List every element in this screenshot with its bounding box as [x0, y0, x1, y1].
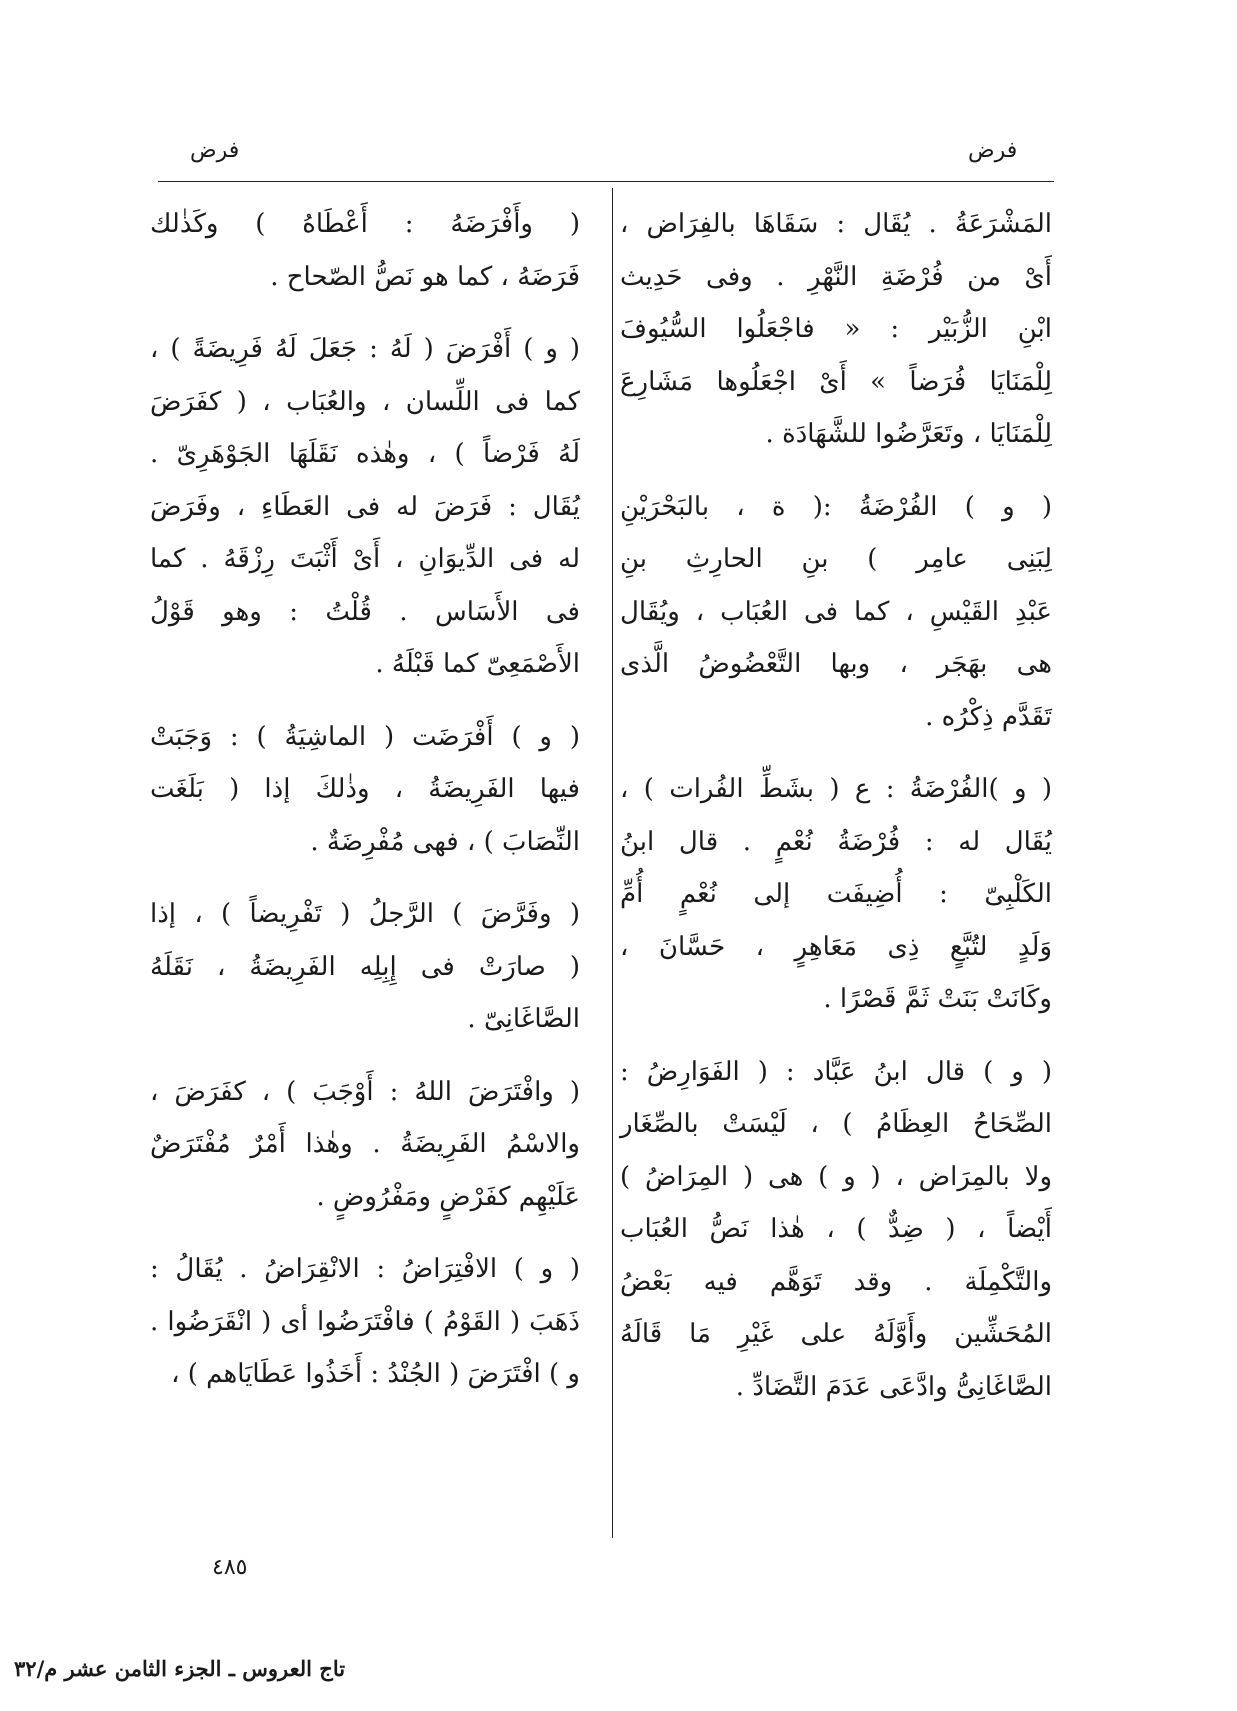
text-line: ( و )الفُرْضَةُ : ع ( بشَطِّ الفُرات ) ،: [620, 774, 1052, 804]
text-line: والتَّكْمِلَة . وقد تَوَهَّم فيه بَعْضُ: [620, 1266, 1052, 1297]
text-line: الصَّاغَانِىّ .: [467, 1004, 580, 1034]
text-line: هى بهَجَر ، وبها التَّعْضُوضُ الَّذى: [620, 649, 1052, 679]
text-line: المُحَشِّين وأَوَّلَهُ على غَيْرِ مَا قَالَهُ: [620, 1319, 1052, 1349]
text-line: ( وافْتَرَضَ اللهُ : أَوْجَبَ ) ، كفَرَضَ ،: [150, 1076, 580, 1107]
text-line: و ) افْتَرَضَ ( الجُنْدُ : أَخَذُوا عَطَايَاهم ) ،: [171, 1359, 580, 1389]
text-line: الصَّاغَانِىُّ وادَّعَى عَدَمَ التَّضَادِّ .: [735, 1371, 1052, 1402]
text-line: ( و ) قال ابنُ عَبَّاد : ( الفَوَارِضُ :: [620, 1056, 1052, 1087]
text-line: فَرَضَهُ ، كما هو نَصُّ الصّحاح .: [270, 261, 580, 292]
entry-paragraph: [620, 763, 1052, 1026]
text-line: الصِّحَاحُ العِظَامُ ) ، لَيْسَتْ بالصِّغَار: [620, 1109, 1052, 1139]
page-number: ٤٨٥: [212, 1555, 248, 1580]
text-line: وكَانَتْ بَنَتْ ثَمَّ قَصْرًا .: [823, 984, 1052, 1014]
text-line: ( و ) الفُرْضَةُ :( ة ، بالبَحْرَيْنِ: [620, 491, 1052, 522]
text-line: لِلْمَنَايَا فُرَضاً » أَىْ اجْعَلُوها مَشَارِعَ: [620, 366, 1052, 397]
text-line: أَيْضاً ، ( ضِدٌّ ) ، هٰذا نَصُّ العُبَاب: [620, 1214, 1052, 1244]
text-line: النِّصَابَ ) ، فهى مُفْرِضَةٌ .: [310, 826, 580, 857]
entry-paragraph: [620, 1046, 1052, 1414]
entry-paragraph: [150, 1066, 580, 1224]
text-line: لَهُ فَرْضاً ) ، وهٰذه نَقَلَهَا الجَوْهَرِىّ .: [150, 439, 580, 469]
text-line: ولا بالمِرَاض ، ( و ) هى ( المِرَاضُ ): [620, 1161, 1052, 1192]
text-line: يُقَال له : فُرْضَةُ نُعْمٍ . قال ابنُ: [620, 826, 1052, 857]
text-line: لِبَنِى عامِر ) بنِ الحارِثِ بنِ: [620, 544, 1052, 574]
text-line: كما فى اللِّسان ، والعُبَاب ، ( كفَرَضَ: [150, 386, 580, 417]
column-divider: [612, 188, 613, 1538]
header-rule: [158, 181, 1054, 182]
entry-paragraph: [150, 888, 580, 1046]
text-line: فيها الفَرِيضَةُ ، وذٰلكَ إذا ( بَلَغَت: [150, 774, 580, 804]
entry-paragraph: [150, 711, 580, 869]
running-header-left: فرض: [190, 138, 240, 163]
entry-paragraph: [620, 198, 1052, 461]
text-line: والاسْمُ الفَرِيضَةُ . وهٰذا أَمْرٌ مُفْتَرَضٌ: [150, 1129, 580, 1159]
entry-paragraph: [150, 323, 580, 691]
text-line: ( وفَرَّضَ ) الرَّجلُ ( تَفْرِيضاً ) ، إذا: [150, 899, 580, 929]
text-line: ابْنِ الزُّبَيْر : « فاجْعَلُوا السُّيُوفَ: [620, 314, 1052, 344]
text-line: ( وأَفْرَضَهُ : أَعْطَاهُ ) وكَذٰلك: [150, 209, 580, 239]
text-line: الكَلْبِىّ : أُضِيفَت إلى نُعْمٍ أُمِّ: [620, 879, 1052, 909]
text-line: ( صارَتْ فى إِبِلِه الفَرِيضَةُ ، نَقَلَهُ: [150, 951, 580, 982]
text-line: فى الأَسَاس . قُلْتُ : وهو قَوْلُ: [150, 596, 580, 627]
text-line: عَلَيْهِم كفَرْضٍ ومَفْرُوضٍ .: [316, 1181, 580, 1212]
text-line: الأَصْمَعِىّ كما قَبْلَهُ .: [375, 649, 580, 679]
text-line: ( و ) أَفْرَضَت ( الماشِيَةُ ) : وَجَبَتْ: [150, 721, 580, 752]
running-header-right: فرض: [968, 138, 1018, 163]
text-line: أَىْ من فُرْضَةِ النَّهْرِ . وفى حَدِيث: [620, 261, 1052, 292]
text-line: ( و ) الافْتِرَاضُ : الانْقِرَاضُ . يُقَالُ :: [150, 1254, 580, 1284]
text-line: يُقَال : فَرَضَ له فى العَطَاءِ ، وفَرَضَ: [150, 491, 580, 522]
text-line: له فى الدِّيوَانِ ، أَىْ أَثْبَتَ رِزْقَهُ . كما: [150, 544, 580, 574]
entry-paragraph: [620, 481, 1052, 744]
left-column: [150, 198, 580, 1421]
entry-paragraph: [150, 198, 580, 303]
volume-footer: تاج العروس ـ الجزء الثامن عشر م/٣٢: [14, 1656, 346, 1681]
text-line: عَبْدِ القَيْسِ ، كما فى العُبَاب ، ويُقَال: [620, 596, 1052, 627]
text-line: ذَهَبَ ( القَوْمُ ) فافْتَرَضُوا أى ( انْقَرَضُوا .: [150, 1306, 580, 1337]
text-line: المَشْرَعَةُ . يُقَال : سَقَاهَا بالفِرَاض ،: [620, 209, 1052, 239]
text-line: لِلْمَنَايَا ، وتَعَرَّضُوا للشَّهَادَة .: [765, 419, 1052, 449]
right-column: [620, 198, 1052, 1433]
entry-paragraph: [150, 1243, 580, 1401]
text-line: تَقَدَّم ذِكْرُه .: [925, 701, 1052, 732]
text-line: ( و ) أَفْرَضَ ( لَهُ : جَعَلَ لَهُ فَرِيضَةً ) ،: [150, 334, 580, 364]
text-line: وَلَدٍ لتُبَّعٍ ذِى مَعَاهِرٍ ، حَسَّانَ ،: [620, 931, 1052, 962]
